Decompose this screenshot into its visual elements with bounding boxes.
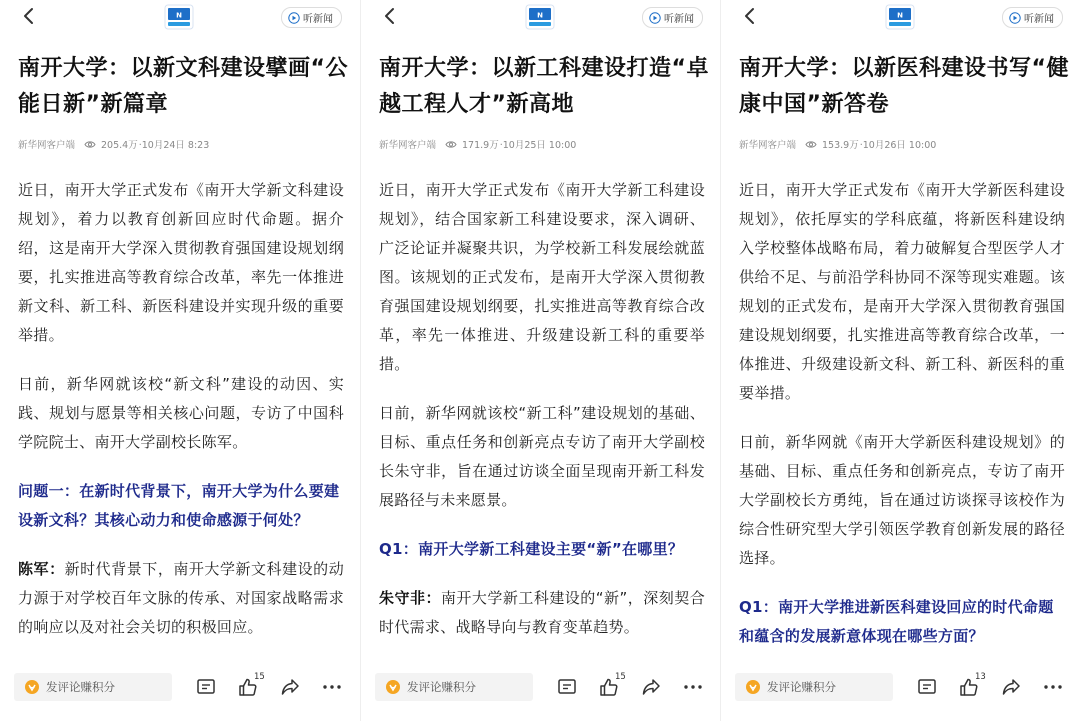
comment-icon xyxy=(557,677,577,697)
publish-date: ·10月26日 10:00 xyxy=(859,140,937,151)
listen-news-button[interactable] xyxy=(281,7,342,28)
like-button[interactable] xyxy=(598,672,626,698)
comments-button[interactable] xyxy=(195,676,217,698)
svg-text:N: N xyxy=(176,11,182,20)
coin-icon xyxy=(24,679,40,695)
article-body xyxy=(379,176,705,662)
xinhua-logo xyxy=(525,4,555,30)
share-icon xyxy=(1001,677,1021,697)
more-button[interactable] xyxy=(1042,676,1064,698)
svg-text:N: N xyxy=(897,11,903,20)
back-button[interactable] xyxy=(739,6,759,26)
listen-news-label: 听新闻 xyxy=(664,14,694,25)
top-bar xyxy=(0,0,360,34)
comment-placeholder: 发评论赚积分 xyxy=(46,680,115,694)
coin-icon xyxy=(745,679,761,695)
like-button[interactable] xyxy=(237,672,265,698)
bottom-toolbar xyxy=(0,667,360,721)
answer-speaker: 陈军： xyxy=(18,560,65,578)
chevron-left-icon xyxy=(743,7,755,25)
article-panel xyxy=(0,0,360,721)
answer-text: 新时代背景下，南开大学新文科建设的动力源于对学校百年文脉的传承、对国家战略需求的响应以及对社会关切的积极回应。 xyxy=(18,560,344,636)
article-title: 南开大学：以新工科建设打造“卓越工程人才”新高地 xyxy=(379,56,709,117)
article-title: 南开大学：以新文科建设擘画“公能日新”新篇章 xyxy=(18,56,348,117)
more-icon xyxy=(683,684,703,690)
article-body xyxy=(18,176,344,662)
xinhua-logo xyxy=(164,4,194,30)
share-icon xyxy=(641,677,661,697)
source-label: 新华网客户端 xyxy=(739,140,797,151)
xinhua-logo xyxy=(885,4,915,30)
listen-news-label: 听新闻 xyxy=(1024,14,1054,25)
article-content xyxy=(0,34,360,666)
coin-icon xyxy=(385,679,401,695)
back-button[interactable] xyxy=(379,6,399,26)
chevron-left-icon xyxy=(22,7,34,25)
article-panel xyxy=(360,0,721,721)
comment-icon xyxy=(196,677,216,697)
article-panel xyxy=(720,0,1080,721)
comment-input[interactable] xyxy=(14,673,172,701)
comments-button[interactable] xyxy=(916,676,938,698)
svg-text:N: N xyxy=(537,11,543,20)
comment-placeholder: 发评论赚积分 xyxy=(407,680,476,694)
article-meta xyxy=(18,137,348,151)
comment-icon xyxy=(917,677,937,697)
audio-icon xyxy=(288,12,300,24)
article-content xyxy=(361,34,721,666)
listen-news-label: 听新闻 xyxy=(303,14,333,25)
share-button[interactable] xyxy=(1000,676,1022,698)
interview-answer xyxy=(18,555,344,642)
article-body xyxy=(739,176,1065,666)
source-label: 新华网客户端 xyxy=(18,140,76,151)
view-count: 153.9万 xyxy=(822,140,859,151)
bottom-toolbar xyxy=(721,667,1080,721)
listen-news-button[interactable] xyxy=(1002,7,1063,28)
comments-button[interactable] xyxy=(556,676,578,698)
body-paragraph: 日前，新华网就该校“新文科”建设的动因、实践、规划与愿景等相关核心问题，专访了中国科学院院士、南开大学副校长陈军。 xyxy=(18,375,344,451)
share-button[interactable] xyxy=(640,676,662,698)
more-icon xyxy=(1043,684,1063,690)
body-paragraph: 近日，南开大学正式发布《南开大学新医科建设规划》，依托厚实的学科底蕴，将新医科建设纳入学校整体战略布局，着力破解复合型医学人才供给不足、与前沿学科协同不深等现实难题。该规划的正式发布，是南开大学深入贯彻教育强国建设规划纲要，扎实推进高等教育综合改革，一体推进、升级建设新文科、新工科、新医科的重要举措。 xyxy=(739,181,1065,402)
body-paragraph: 近日，南开大学正式发布《南开大学新工科建设规划》，结合国家新工科建设要求，深入调研、广泛论证并凝聚共识，为学校新工科发展绘就蓝图。该规划的正式发布，是南开大学深入贯彻教育强国建设规划纲要，扎实推进高等教育综合改革，率先一体推进、升级建设新工科的重要举措。 xyxy=(379,181,705,373)
article-meta xyxy=(379,137,709,151)
share-button[interactable] xyxy=(279,676,301,698)
audio-icon xyxy=(1009,12,1021,24)
publish-date: ·10月25日 10:00 xyxy=(499,140,577,151)
eye-icon xyxy=(445,140,457,149)
like-count: 13 xyxy=(975,672,986,682)
publish-date: ·10月24日 8:23 xyxy=(138,140,210,151)
listen-news-button[interactable] xyxy=(642,7,703,28)
article-content xyxy=(721,34,1080,666)
comment-placeholder: 发评论赚积分 xyxy=(767,680,836,694)
audio-icon xyxy=(649,12,661,24)
like-count: 15 xyxy=(615,672,626,682)
more-button[interactable] xyxy=(321,676,343,698)
like-count: 15 xyxy=(254,672,265,682)
interview-question: Q1：南开大学推进新医科建设回应的时代命题和蕴含的发展新意体现在哪些方面？ xyxy=(739,598,1054,645)
article-title: 南开大学：以新医科建设书写“健康中国”新答卷 xyxy=(739,56,1069,117)
interview-answer xyxy=(379,584,705,642)
source-label: 新华网客户端 xyxy=(379,140,437,151)
share-icon xyxy=(280,677,300,697)
comment-input[interactable] xyxy=(735,673,893,701)
body-paragraph: 近日，南开大学正式发布《南开大学新文科建设规划》，着力以教育创新回应时代命题。据介绍，这是南开大学深入贯彻教育强国建设规划纲要，扎实推进高等教育综合改革，率先一体推进新文科、新工科、新医科建设并实现升级的重要举措。 xyxy=(18,181,344,344)
body-paragraph: 日前，新华网就《南开大学新医科建设规划》的基础、目标、重点任务和创新亮点，专访了南开大学副校长方勇纯，旨在通过访谈探寻该校作为综合性研究型大学引领医学教育创新发展的路径选择。 xyxy=(739,433,1065,567)
view-count: 171.9万 xyxy=(462,140,499,151)
eye-icon xyxy=(84,140,96,149)
more-button[interactable] xyxy=(682,676,704,698)
back-button[interactable] xyxy=(18,6,38,26)
article-meta xyxy=(739,137,1069,151)
bottom-toolbar xyxy=(361,667,721,721)
chevron-left-icon xyxy=(383,7,395,25)
answer-text: 南开大学新工科建设的“新”，深刻契合时代需求、战略导向与教育变革趋势。 xyxy=(379,589,705,636)
more-icon xyxy=(322,684,342,690)
body-paragraph: 日前，新华网就该校“新工科”建设规划的基础、目标、重点任务和创新亮点专访了南开大学副校长朱守非，旨在通过访谈全面呈现南开新工科发展路径与未来愿景。 xyxy=(379,404,705,509)
interview-question: 问题一：在新时代背景下，南开大学为什么要建设新文科？其核心动力和使命感源于何处？ xyxy=(18,482,340,529)
eye-icon xyxy=(805,140,817,149)
top-bar xyxy=(721,0,1080,34)
top-bar xyxy=(361,0,721,34)
interview-question: Q1：南开大学新工科建设主要“新”在哪里？ xyxy=(379,540,684,558)
answer-speaker: 朱守非： xyxy=(379,589,441,607)
view-count: 205.4万 xyxy=(101,140,138,151)
like-button[interactable] xyxy=(958,672,986,698)
comment-input[interactable] xyxy=(375,673,533,701)
